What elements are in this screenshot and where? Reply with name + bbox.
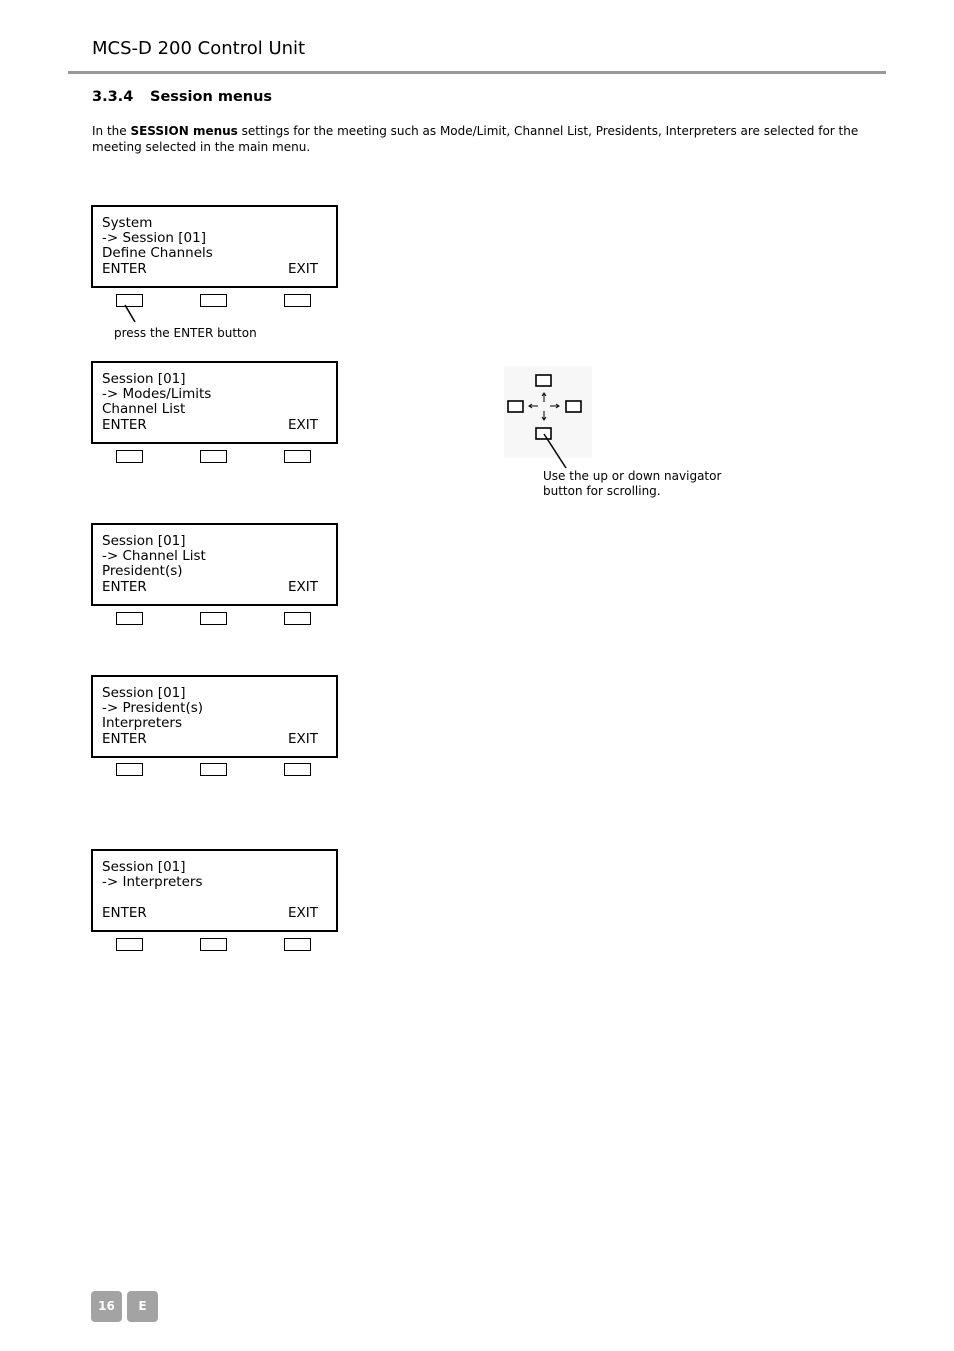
lcd-screen-channel-list: [91, 523, 338, 606]
lcd-exit-label: EXIT: [287, 579, 318, 595]
softkey-enter[interactable]: [116, 612, 143, 625]
lcd-exit-label: EXIT: [287, 731, 318, 747]
lcd-line-1: System: [102, 215, 153, 231]
lcd-screen-modes-limits: [91, 361, 338, 444]
intro-prefix: In the: [92, 124, 131, 138]
nav-hint-line-1: Use the up or down navigator: [543, 469, 722, 483]
softkey-exit[interactable]: [284, 763, 311, 776]
softkey-middle[interactable]: [200, 450, 227, 463]
lcd-line-2: -> Modes/Limits: [102, 386, 212, 402]
language-badge: E: [127, 1291, 158, 1322]
lcd-enter-label: ENTER: [102, 579, 147, 595]
lcd-line-2: -> President(s): [102, 700, 204, 716]
navigator-buttons-diagram: [500, 366, 600, 476]
lcd-screen-presidents: [91, 675, 338, 758]
softkey-middle[interactable]: [200, 763, 227, 776]
nav-right-button: [566, 401, 581, 412]
lcd-line-1: Session [01]: [102, 371, 186, 387]
softkey-middle[interactable]: [200, 938, 227, 951]
lcd-line-1: Session [01]: [102, 533, 186, 549]
nav-hint-line-2: button for scrolling.: [543, 484, 661, 498]
lcd-screen-system: [91, 205, 338, 288]
lcd-enter-label: ENTER: [102, 261, 147, 277]
softkey-enter[interactable]: [116, 763, 143, 776]
lcd-line-3: Channel List: [102, 401, 186, 417]
lcd-line-1: Session [01]: [102, 859, 186, 875]
lcd-enter-label: ENTER: [102, 731, 147, 747]
lcd-screen-interpreters: [91, 849, 338, 932]
nav-down-button: [536, 428, 551, 439]
lcd-exit-label: EXIT: [287, 905, 318, 921]
lcd-line-3: Interpreters: [102, 715, 182, 731]
intro-suffix: settings for the meeting such as Mode/Limit, Channel List, Presidents, Interpreters are selected for the meeting selected in the main menu.: [92, 124, 859, 154]
nav-hint-caption: [543, 469, 721, 499]
lcd-exit-label: EXIT: [287, 417, 318, 433]
section-title: Session menus: [150, 89, 273, 105]
softkey-enter[interactable]: [116, 450, 143, 463]
page-header-title: MCS-D 200 Control Unit: [92, 38, 306, 59]
header-rule: [68, 71, 886, 74]
enter-pointer-line: [120, 300, 140, 326]
intro-bold: SESSION menus: [130, 124, 238, 138]
nav-up-button: [536, 375, 551, 386]
softkey-exit[interactable]: [284, 938, 311, 951]
softkey-middle[interactable]: [200, 294, 227, 307]
lcd-enter-label: ENTER: [102, 417, 147, 433]
section-heading: [92, 89, 272, 105]
lcd-line-2: -> Channel List: [102, 548, 206, 564]
lcd-enter-label: ENTER: [102, 905, 147, 921]
lcd-line-3: Define Channels: [102, 245, 213, 261]
lcd-line-1: Session [01]: [102, 685, 186, 701]
intro-paragraph: [92, 123, 862, 155]
softkey-exit[interactable]: [284, 294, 311, 307]
lcd-exit-label: EXIT: [287, 261, 318, 277]
enter-hint-caption: press the ENTER button: [114, 326, 257, 340]
lcd-line-2: -> Session [01]: [102, 230, 206, 246]
softkey-enter[interactable]: [116, 938, 143, 951]
softkey-middle[interactable]: [200, 612, 227, 625]
softkey-exit[interactable]: [284, 612, 311, 625]
section-number: 3.3.4: [92, 89, 134, 105]
nav-left-button: [508, 401, 523, 412]
lcd-line-3: President(s): [102, 563, 183, 579]
page-number-badge: 16: [91, 1291, 122, 1322]
softkey-exit[interactable]: [284, 450, 311, 463]
lcd-line-2: -> Interpreters: [102, 874, 203, 890]
